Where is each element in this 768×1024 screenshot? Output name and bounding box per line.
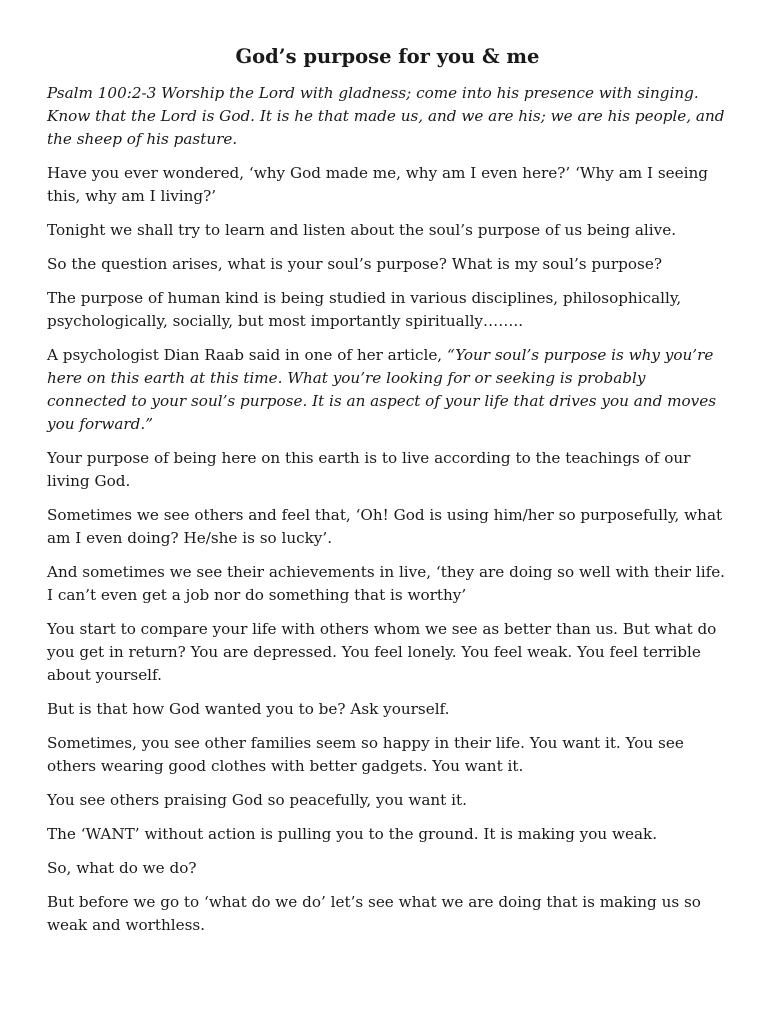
psychologist-quote: “Your soul’s purpose is why you’re here on this earth at this time. What you’re looking for or seeking is probably connected to your soul’s purpose. It is an aspect of your life that drives you and moves you forward.”: [47, 346, 717, 433]
paragraph-11: Sometimes, you see other families seem so happy in their life. You want it. You see others wearing good clothes with better gadgets. You want it.: [47, 734, 684, 775]
paragraph-14: So, what do we do?: [47, 859, 197, 877]
paragraph-12: You see others praising God so peacefully, you want it.: [47, 791, 467, 809]
quote-paragraph: [47, 344, 728, 436]
quote-intro: A psychologist Dian Raab said in one of her article,: [47, 346, 447, 364]
scripture-verse: Psalm 100:2-3 Worship the Lord with gladness; come into his presence with singing. Know that the Lord is God. It is he that made us, and we are his; we are his people, and the sheep of his pasture.: [47, 84, 725, 148]
paragraph-6: Your purpose of being here on this earth is to live according to the teachings of our living God.: [47, 449, 691, 490]
paragraph-2: Tonight we shall try to learn and listen about the soul’s purpose of us being alive.: [47, 221, 677, 239]
paragraph-15: But before we go to ‘what do we do’ let’s see what we are doing that is making us so weak and worthless.: [47, 893, 701, 934]
paragraph-13: The ‘WANT’ without action is pulling you to the ground. It is making you weak.: [47, 825, 658, 843]
document-title: God’s purpose for you & me: [235, 45, 540, 68]
paragraph-10: But is that how God wanted you to be? Ask yourself.: [47, 700, 450, 718]
paragraph-9: You start to compare your life with others whom we see as better than us. But what do you get in return? You are depressed. You feel lonely. You feel weak. You feel terrible about yourself.: [47, 620, 717, 684]
paragraph-7: Sometimes we see others and feel that, ‘Oh! God is using him/her so purposefully, what am I even doing? He/she is so lucky’.: [47, 506, 723, 547]
paragraph-3: So the question arises, what is your soul’s purpose? What is my soul’s purpose?: [47, 255, 662, 273]
paragraph-4: The purpose of human kind is being studied in various disciplines, philosophically, psychologically, socially, but most importantly spiritually……..: [47, 289, 682, 330]
paragraph-1: Have you ever wondered, ‘why God made me, why am I even here?’ ‘Why am I seeing this, why am I living?’: [47, 164, 708, 205]
paragraph-8: And sometimes we see their achievements in live, ‘they are doing so well with their life. I can’t even get a job nor do something that is worthy’: [47, 563, 726, 604]
